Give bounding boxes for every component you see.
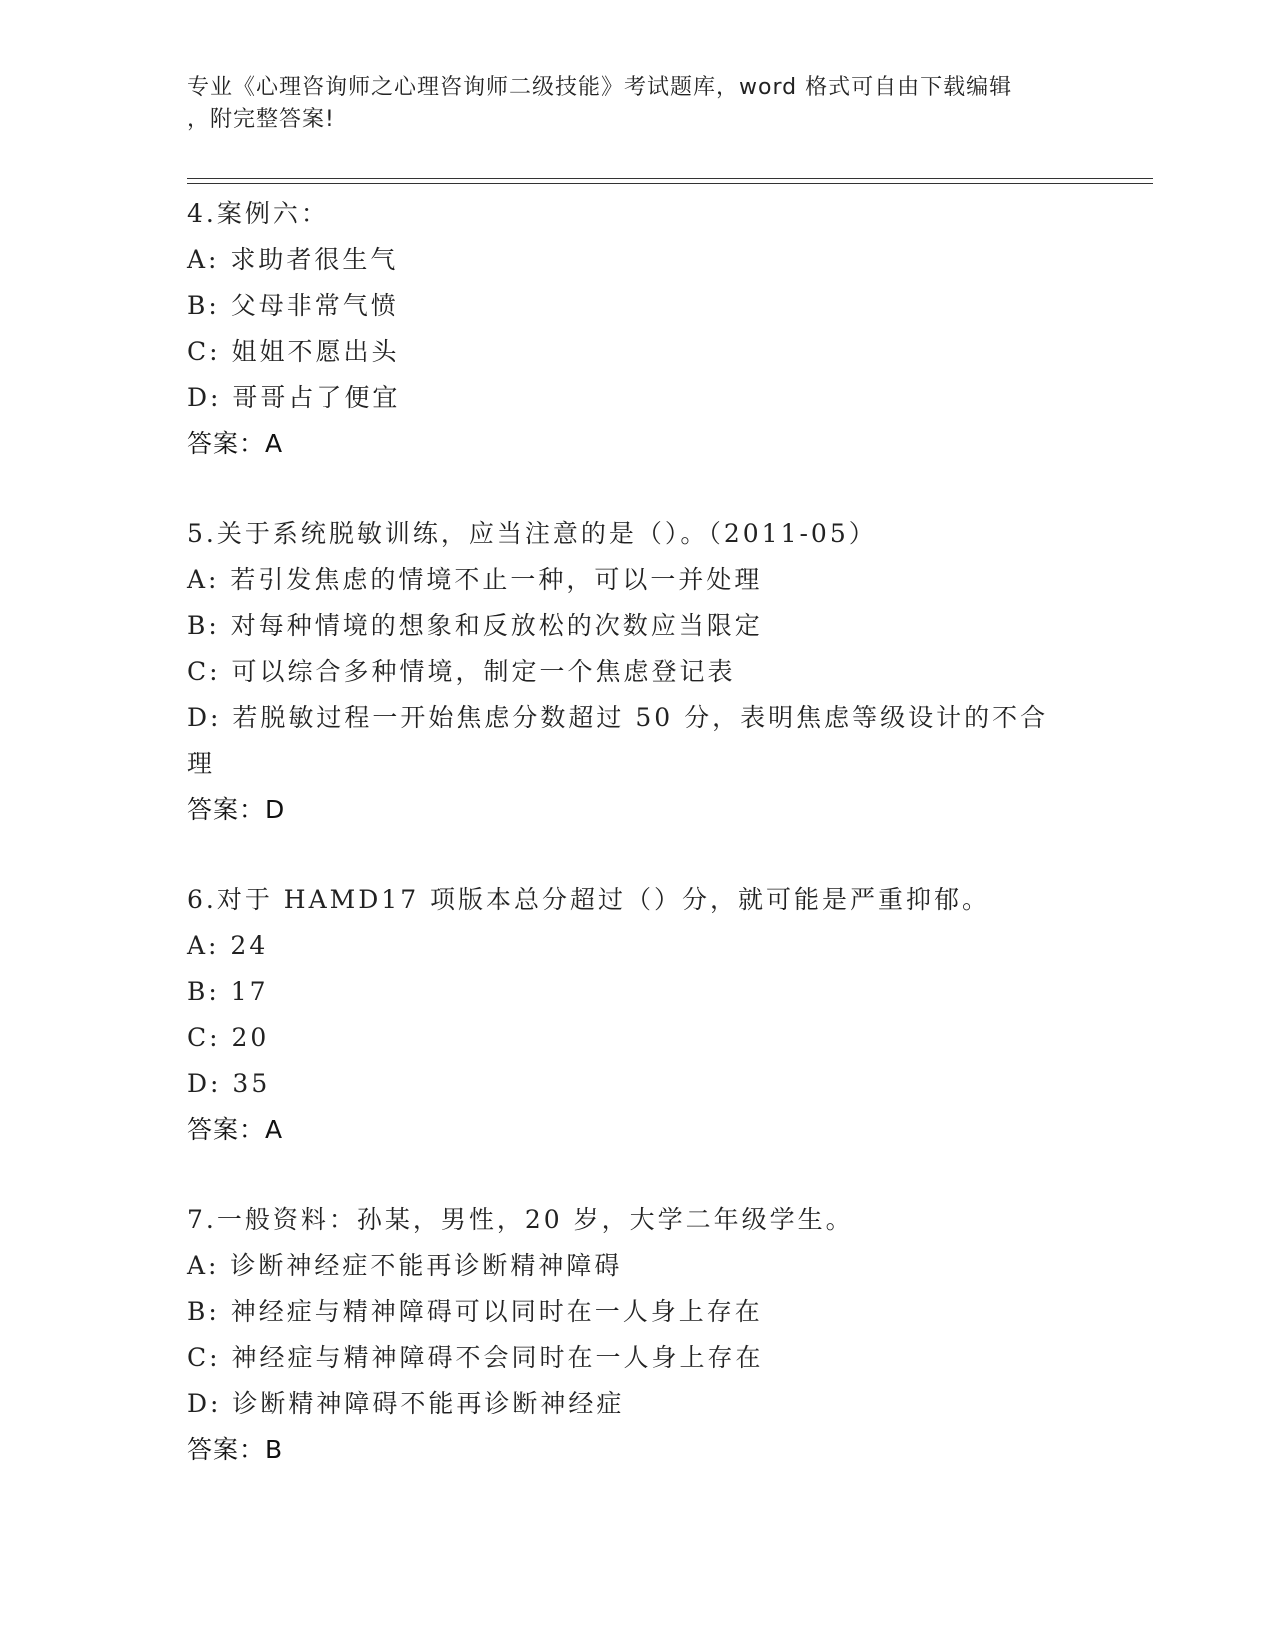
- option-c: C: 20: [187, 1023, 270, 1052]
- header-divider-top: [187, 178, 1153, 179]
- question-list: [187, 191, 1067, 1517]
- option-c: C: 神经症与精神障碍不会同时在一人身上存在: [187, 1343, 764, 1372]
- option-b: B: 神经症与精神障碍可以同时在一人身上存在: [187, 1297, 763, 1326]
- question-stem: 4.案例六：: [187, 199, 329, 228]
- option-d: D: 若脱敏过程一开始焦虑分数超过 50 分，表明焦虑等级设计的不合理: [187, 703, 1049, 778]
- question-4: [187, 191, 1067, 467]
- option-a: A: 24: [187, 931, 269, 960]
- option-d: D: 哥哥占了便宜: [187, 383, 401, 412]
- answer-label: 答案：D: [187, 795, 286, 824]
- question-stem: 7.一般资料：孙某，男性，20 岁，大学二年级学生。: [187, 1205, 854, 1234]
- answer-label: 答案：B: [187, 1435, 284, 1464]
- question-7: [187, 1197, 1067, 1473]
- answer-label: 答案：A: [187, 429, 284, 458]
- option-b: B: 对每种情境的想象和反放松的次数应当限定: [187, 611, 763, 640]
- question-5: [187, 511, 1067, 833]
- option-a: A: 若引发焦虑的情境不止一种，可以一并处理: [187, 565, 763, 594]
- option-d: D: 诊断精神障碍不能再诊断神经症: [187, 1389, 625, 1418]
- option-b: B: 17: [187, 977, 269, 1006]
- question-stem: 5.关于系统脱敏训练，应当注意的是（）。（2011-05）: [187, 519, 877, 548]
- answer-label: 答案：A: [187, 1115, 284, 1144]
- document-header: [187, 72, 1067, 136]
- option-b: B: 父母非常气愤: [187, 291, 399, 320]
- option-c: C: 可以综合多种情境，制定一个焦虑登记表: [187, 657, 736, 686]
- header-divider-bottom: [187, 183, 1153, 184]
- question-6: [187, 877, 1067, 1153]
- option-d: D: 35: [187, 1069, 271, 1098]
- option-c: C: 姐姐不愿出头: [187, 337, 400, 366]
- option-a: A: 求助者很生气: [187, 245, 399, 274]
- question-stem: 6.对于 HAMD17 项版本总分超过（）分，就可能是严重抑郁。: [187, 885, 991, 914]
- header-line-2: ，附完整答案!: [187, 107, 335, 132]
- header-line-1: 专业《心理咨询师之心理咨询师二级技能》考试题库，word 格式可自由下载编辑: [187, 75, 1013, 100]
- option-a: A: 诊断神经症不能再诊断精神障碍: [187, 1251, 623, 1280]
